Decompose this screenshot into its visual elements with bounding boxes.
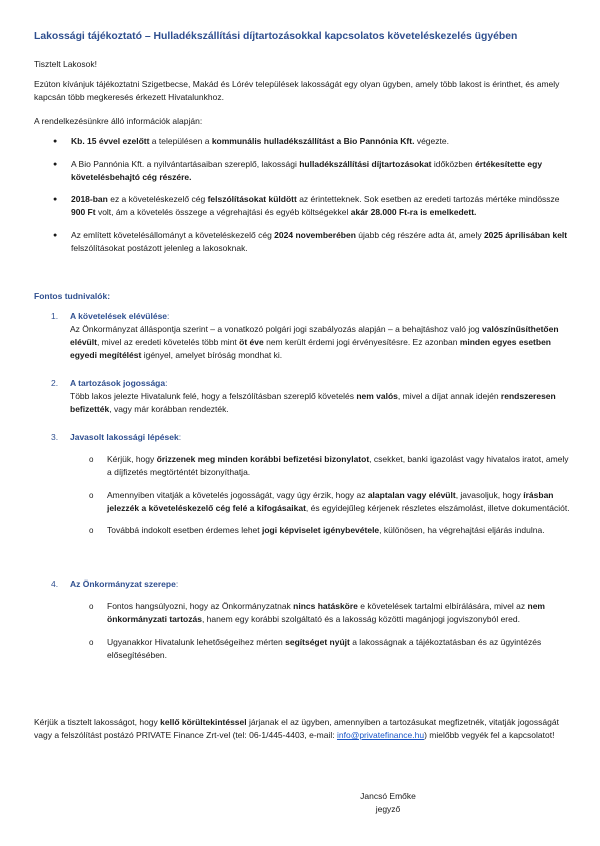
- signatory-name: Jancsó Emőke: [360, 791, 416, 801]
- section-statute-of-limitations: [51, 310, 571, 362]
- section-number: 4.: [51, 579, 59, 589]
- fact-item: [34, 229, 574, 255]
- email-link[interactable]: info@privatefinance.hu: [336, 730, 425, 740]
- text-run: , hanem egy korábbi szolgáltató és a lakosság közötti magánjogi jogviszonyból ered.: [201, 614, 520, 624]
- text-run: Fontos hangsúlyozni, hogy az Önkormányzatnak: [107, 601, 294, 611]
- role-list: [51, 600, 571, 662]
- emphasis-text: 2025 áprilisában kelt: [483, 229, 568, 240]
- section-suffix: :: [167, 311, 170, 321]
- closing-paragraph: [34, 716, 579, 742]
- emphasis-text: hulladékszállítási díjtartozásokat: [299, 158, 432, 169]
- section-title: [51, 377, 571, 390]
- emphasis-text: minden egyes esetben egyedi megítélést: [70, 337, 551, 360]
- emphasis-text: írásban jelezzék a követeléskezelő cég felé a kifogásaikat: [107, 489, 554, 513]
- text-run: , és egyidejűleg kérjenek részletes elszámolást, illetve dokumentációt.: [305, 502, 570, 513]
- text-run: ez a követeléskezelő cég: [107, 194, 208, 204]
- text-run: igényel, amelyet bíróság mondhat ki.: [141, 350, 283, 360]
- greeting: Tisztelt Lakosok!: [34, 59, 97, 69]
- emphasis-text: valószínűsíthetően elévült: [70, 324, 559, 347]
- emphasis-text: felszólításokat küldött: [207, 194, 297, 204]
- emphasis-text: nem önkormányzati tartozás: [107, 601, 545, 624]
- emphasis-text: akár 28.000 Ft-ra is emelkedett.: [350, 207, 477, 217]
- role-item: [51, 636, 571, 662]
- emphasis-text: nem valós: [356, 391, 398, 401]
- step-item: [51, 524, 571, 537]
- section-title: [51, 431, 571, 444]
- step-item: [51, 453, 571, 479]
- text-run: e követelések tartalmi elbírálására, mivel az: [357, 601, 528, 611]
- text-run: járjanak el az ügyben, amennyiben a tartozásukat megfizetnék, vitatják jogosságát vagy a felszólítást postázó PRIVATE Finance Zrt-vel (tel: 06-1/445-4403, e-mail:: [34, 717, 559, 740]
- text-run: , vagy már korábban rendezték.: [109, 404, 229, 414]
- text-run: a településen a: [149, 136, 212, 146]
- important-heading: Fontos tudnivalók:: [34, 291, 111, 301]
- section-label: Az Önkormányzat szerepe: [70, 579, 176, 589]
- text-run: ) mielőbb vegyék fel a kapcsolatot!: [424, 730, 555, 740]
- section-number: 2.: [51, 378, 59, 388]
- section-body: [70, 390, 571, 416]
- signatory-role: jegyző: [375, 804, 401, 814]
- section-title: [51, 310, 571, 323]
- emphasis-text: 2024 novemberében: [274, 229, 356, 240]
- text-run: A Bio Pannónia Kft. a nyilvántartásaiban szereplő, lakossági: [71, 158, 300, 169]
- text-run: Ezúton kívánjuk tájékoztatni Szigetbecse, Makád és Lórév települések lakosságát egy olyan ügyben, amely több lakost is érinthet, és amely kapcsán több megkeresés érkezett Hivatalunkhoz.: [34, 79, 560, 102]
- emphasis-text: segítséget nyújt: [285, 636, 350, 647]
- available-info-line: A rendelkezésünkre álló információk alapján:: [34, 116, 203, 126]
- text-run: Kérjük, hogy: [107, 454, 157, 464]
- section-suffix: :: [178, 432, 182, 442]
- text-run: Továbbá indokolt esetben érdemes lehet: [107, 525, 262, 535]
- text-run: újabb cég részére adta át, amely: [355, 229, 484, 240]
- emphasis-text: rendszeresen befizették: [70, 391, 556, 414]
- fact-item: [34, 135, 574, 148]
- text-run: volt, ám a követelés összege a végrehajtási és egyéb költségekkel: [95, 207, 351, 217]
- section-number: 1.: [51, 311, 59, 321]
- emphasis-text: 900 Ft: [71, 207, 96, 217]
- text-run: a lakosságnak a tájékoztatásban és az ügyintézés elősegítésében.: [107, 636, 542, 660]
- fact-item: [34, 158, 574, 184]
- section-suffix: :: [175, 579, 179, 589]
- text-run: Kérjük a tisztelt lakosságot, hogy: [34, 717, 161, 727]
- text-run: az érintetteknek. Sok esetben az eredeti tartozás mértéke mindössze: [296, 194, 560, 204]
- text-run: , különösen, ha végrehajtási eljárás indulna.: [379, 525, 545, 535]
- section-label: Javasolt lakossági lépések: [70, 432, 179, 442]
- section-title: [51, 578, 571, 591]
- section-label: A tartozások jogossága: [70, 378, 166, 388]
- emphasis-text: kommunális hulladékszállítást a Bio Pannónia Kft.: [211, 136, 415, 146]
- role-item: [51, 600, 571, 626]
- emphasis-text: jogi képviselet igénybevétele: [262, 525, 380, 535]
- text-run: , mivel az eredeti követelés több mint: [96, 337, 240, 347]
- text-run: végezte.: [414, 136, 449, 146]
- emphasis-text: nincs hatásköre: [293, 601, 358, 611]
- fact-item: [34, 193, 574, 219]
- section-municipality-role: [51, 578, 571, 671]
- step-item: [51, 489, 571, 515]
- facts-list: [34, 135, 574, 264]
- emphasis-text: őrizzenek meg minden korábbi befizetési bizonylatot: [156, 454, 370, 464]
- text-run: Az Önkormányzat álláspontja szerint – a vonatkozó polgári jogi szabályozás alapján – a behajtáshoz való jog: [70, 324, 483, 334]
- intro-paragraph: [34, 78, 574, 104]
- emphasis-text: 2018-ban: [71, 194, 108, 204]
- text-run: , javasoljuk, hogy: [455, 489, 524, 500]
- steps-list: [51, 453, 571, 537]
- text-run: Ugyanakkor Hivatalunk lehetőségeihez mérten: [107, 636, 286, 647]
- section-body: [70, 323, 571, 362]
- section-debt-legitimacy: [51, 377, 571, 416]
- text-run: Amennyiben vitatják a követelés jogosságát, vagy úgy érzik, hogy az: [107, 489, 368, 500]
- section-suffix: :: [165, 378, 168, 388]
- text-run: Az említett követelésállományt a követeléskezelő cég: [71, 229, 275, 240]
- emphasis-text: Kb. 15 évvel ezelőtt: [71, 136, 150, 146]
- section-label: A követelések elévülése: [70, 311, 168, 321]
- text-run: , csekket, banki igazolást vagy hivatalos iratot, amely a díjfizetés megtörténtét bizonyíthatja.: [107, 454, 569, 477]
- text-run: felszólításokat postázott jelenleg a lakosoknak.: [71, 242, 248, 253]
- text-run: Több lakos jelezte Hivatalunk felé, hogy a felszólításban szereplő követelés: [70, 391, 357, 401]
- signature-block: [348, 790, 428, 816]
- section-number: 3.: [51, 432, 59, 442]
- text-run: időközben: [431, 158, 475, 169]
- text-run: nem került érdemi jogi érvényesítésre. Ez azonban: [263, 337, 460, 347]
- emphasis-text: alaptalan vagy elévült: [367, 489, 456, 500]
- emphasis-text: kellő körültekintéssel: [160, 717, 247, 727]
- text-run: , mivel a díjat annak idején: [397, 391, 501, 401]
- emphasis-text: értékesítette egy követelésbehajtó cég részére.: [71, 158, 543, 182]
- document-title: Lakossági tájékoztató – Hulladékszállítási díjtartozásokkal kapcsolatos követeléskezelés ügyében: [34, 31, 518, 42]
- emphasis-text: öt éve: [239, 337, 264, 347]
- section-recommended-steps: [51, 431, 571, 547]
